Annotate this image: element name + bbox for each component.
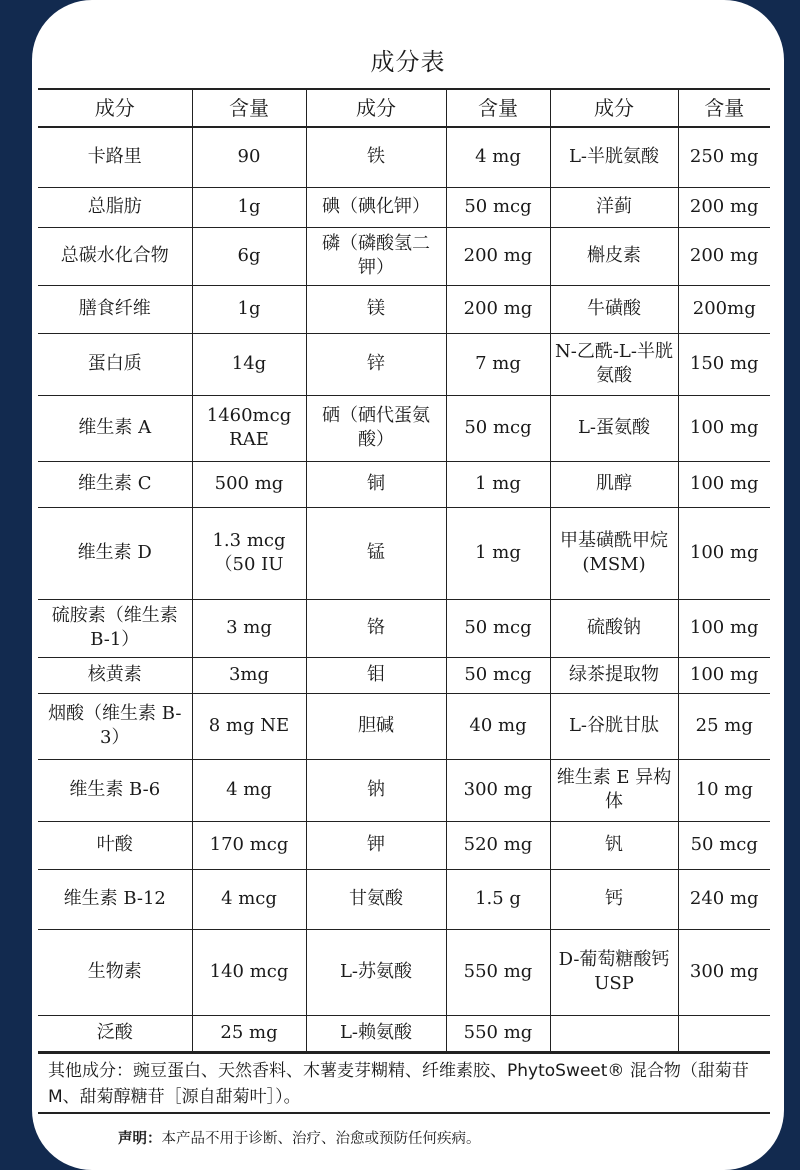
table-row xyxy=(38,285,770,333)
ingredient-name-cell: 核黄素 xyxy=(38,657,192,693)
amount-cell: 1g xyxy=(192,285,306,333)
amount-cell: 100 mg xyxy=(678,395,770,461)
ingredient-name-cell: 钾 xyxy=(306,821,446,869)
ingredient-name-cell: 铬 xyxy=(306,599,446,657)
column-header: 含量 xyxy=(678,89,770,127)
ingredient-name-cell: 洋蓟 xyxy=(550,187,678,227)
amount-cell: 550 mg xyxy=(446,929,550,1015)
amount-cell: 8 mg NE xyxy=(192,693,306,759)
table-row xyxy=(38,1015,770,1051)
amount-cell: 170 mcg xyxy=(192,821,306,869)
column-header: 含量 xyxy=(192,89,306,127)
table-row xyxy=(38,657,770,693)
ingredient-name-cell: N-乙酰-L-半胱氨酸 xyxy=(550,333,678,395)
amount-cell: 50 mcg xyxy=(446,395,550,461)
ingredient-name-cell: 维生素 C xyxy=(38,461,192,507)
ingredient-name-cell: L-半胱氨酸 xyxy=(550,127,678,187)
disclaimer-text: 本产品不用于诊断、治疗、治愈或预防任何疾病。 xyxy=(161,1131,481,1147)
ingredient-name-cell: L-谷胱甘肽 xyxy=(550,693,678,759)
amount-cell: 4 mcg xyxy=(192,869,306,929)
ingredient-name-cell: 锌 xyxy=(306,333,446,395)
amount-cell: 200 mg xyxy=(678,227,770,285)
ingredient-name-cell: 总脂肪 xyxy=(38,187,192,227)
ingredient-name-cell: L-蛋氨酸 xyxy=(550,395,678,461)
disclaimer xyxy=(118,1127,481,1148)
other-ingredients: 其他成分：豌豆蛋白、天然香料、木薯麦芽糊精、纤维素胶、PhytoSweet® 混合物（甜菊苷 M、甜菊醇糖苷［源自甜菊叶］）。 xyxy=(48,1061,749,1107)
ingredient-table xyxy=(38,88,770,1052)
table-row xyxy=(38,869,770,929)
amount-cell: 3 mg xyxy=(192,599,306,657)
ingredient-name-cell: 钠 xyxy=(306,759,446,821)
ingredient-name-cell: 膳食纤维 xyxy=(38,285,192,333)
table-row xyxy=(38,395,770,461)
amount-cell: 10 mg xyxy=(678,759,770,821)
ingredient-name-cell: 槲皮素 xyxy=(550,227,678,285)
amount-cell: 14g xyxy=(192,333,306,395)
divider xyxy=(38,1112,770,1114)
ingredient-name-cell: L-赖氨酸 xyxy=(306,1015,446,1051)
ingredient-name-cell: 叶酸 xyxy=(38,821,192,869)
amount-cell: 50 mcg xyxy=(446,187,550,227)
table-row xyxy=(38,187,770,227)
amount-cell: 250 mg xyxy=(678,127,770,187)
amount-cell: 1.3 mcg（50 IU xyxy=(192,507,306,599)
ingredient-name-cell: 蛋白质 xyxy=(38,333,192,395)
ingredient-name-cell: 硫胺素（维生素 B-1） xyxy=(38,599,192,657)
page-title: 成分表 xyxy=(370,48,446,76)
ingredient-name-cell: 硫酸钠 xyxy=(550,599,678,657)
ingredient-name-cell: L-苏氨酸 xyxy=(306,929,446,1015)
ingredient-name-cell: 维生素 B-6 xyxy=(38,759,192,821)
amount-cell: 100 mg xyxy=(678,507,770,599)
ingredient-name-cell: 总碳水化合物 xyxy=(38,227,192,285)
ingredient-name-cell: 磷（磷酸氢二钾） xyxy=(306,227,446,285)
table-row xyxy=(38,599,770,657)
amount-cell: 200 mg xyxy=(678,187,770,227)
amount-cell: 40 mg xyxy=(446,693,550,759)
table-row xyxy=(38,127,770,187)
ingredient-name-cell: 铁 xyxy=(306,127,446,187)
ingredient-name-cell: 烟酸（维生素 B-3） xyxy=(38,693,192,759)
amount-cell: 200mg xyxy=(678,285,770,333)
amount-cell: 100 mg xyxy=(678,599,770,657)
amount-cell: 300 mg xyxy=(678,929,770,1015)
ingredient-name-cell: 维生素 E 异构体 xyxy=(550,759,678,821)
amount-cell: 4 mg xyxy=(192,759,306,821)
ingredient-name-cell: D-葡萄糖酸钙USP xyxy=(550,929,678,1015)
divider xyxy=(38,1052,770,1054)
table-row xyxy=(38,821,770,869)
amount-cell: 240 mg xyxy=(678,869,770,929)
amount-cell: 7 mg xyxy=(446,333,550,395)
amount-cell: 25 mg xyxy=(192,1015,306,1051)
amount-cell: 25 mg xyxy=(678,693,770,759)
ingredient-name-cell: 镁 xyxy=(306,285,446,333)
amount-cell: 50 mcg xyxy=(678,821,770,869)
table-row xyxy=(38,507,770,599)
ingredient-name-cell: 甘氨酸 xyxy=(306,869,446,929)
amount-cell: 200 mg xyxy=(446,285,550,333)
ingredient-name-cell: 生物素 xyxy=(38,929,192,1015)
amount-cell: 100 mg xyxy=(678,657,770,693)
amount-cell: 100 mg xyxy=(678,461,770,507)
ingredient-name-cell xyxy=(550,1015,678,1051)
table-header-row xyxy=(38,89,770,127)
ingredient-name-cell: 卡路里 xyxy=(38,127,192,187)
ingredient-name-cell: 甲基磺酰甲烷 (MSM) xyxy=(550,507,678,599)
ingredient-name-cell: 钼 xyxy=(306,657,446,693)
ingredient-name-cell: 铜 xyxy=(306,461,446,507)
ingredient-name-cell: 锰 xyxy=(306,507,446,599)
amount-cell: 550 mg xyxy=(446,1015,550,1051)
ingredient-card xyxy=(32,0,784,1170)
amount-cell: 500 mg xyxy=(192,461,306,507)
ingredient-name-cell: 碘（碘化钾） xyxy=(306,187,446,227)
column-header: 含量 xyxy=(446,89,550,127)
ingredient-name-cell: 牛磺酸 xyxy=(550,285,678,333)
ingredient-name-cell: 胆碱 xyxy=(306,693,446,759)
table-row xyxy=(38,759,770,821)
amount-cell: 300 mg xyxy=(446,759,550,821)
amount-cell: 1 mg xyxy=(446,507,550,599)
ingredient-name-cell: 绿茶提取物 xyxy=(550,657,678,693)
amount-cell: 4 mg xyxy=(446,127,550,187)
amount-cell: 200 mg xyxy=(446,227,550,285)
table-row xyxy=(38,693,770,759)
ingredient-name-cell: 钙 xyxy=(550,869,678,929)
amount-cell: 520 mg xyxy=(446,821,550,869)
table-row xyxy=(38,461,770,507)
amount-cell: 50 mcg xyxy=(446,657,550,693)
amount-cell: 6g xyxy=(192,227,306,285)
amount-cell: 140 mcg xyxy=(192,929,306,1015)
amount-cell: 1g xyxy=(192,187,306,227)
ingredient-name-cell: 维生素 A xyxy=(38,395,192,461)
amount-cell: 1460mcg RAE xyxy=(192,395,306,461)
ingredient-name-cell: 泛酸 xyxy=(38,1015,192,1051)
column-header: 成分 xyxy=(306,89,446,127)
ingredient-name-cell: 维生素 B-12 xyxy=(38,869,192,929)
column-header: 成分 xyxy=(38,89,192,127)
amount-cell: 1.5 g xyxy=(446,869,550,929)
table-row xyxy=(38,333,770,395)
amount-cell xyxy=(678,1015,770,1051)
amount-cell: 150 mg xyxy=(678,333,770,395)
amount-cell: 50 mcg xyxy=(446,599,550,657)
table-row xyxy=(38,929,770,1015)
amount-cell: 3mg xyxy=(192,657,306,693)
ingredient-name-cell: 维生素 D xyxy=(38,507,192,599)
table-row xyxy=(38,227,770,285)
amount-cell: 90 xyxy=(192,127,306,187)
ingredient-name-cell: 肌醇 xyxy=(550,461,678,507)
ingredient-name-cell: 钒 xyxy=(550,821,678,869)
ingredient-name-cell: 硒（硒代蛋氨酸） xyxy=(306,395,446,461)
amount-cell: 1 mg xyxy=(446,461,550,507)
column-header: 成分 xyxy=(550,89,678,127)
disclaimer-label: 声明： xyxy=(118,1131,162,1147)
